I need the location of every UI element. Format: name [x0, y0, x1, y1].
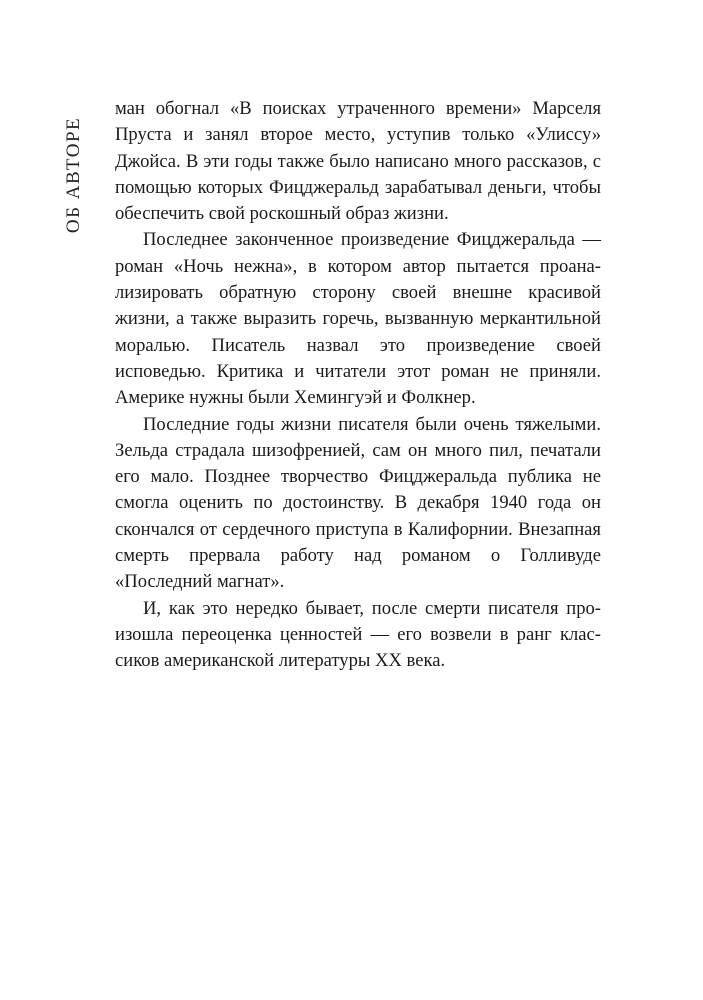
body-text [115, 96, 601, 675]
paragraph: Последние годы жизни писателя были очень тяжелыми. Зельда страдала шизофренией, сам он много пил, печатали его мало. Позднее творчество Фицджеральда публика не смогла оценить по достоинству. В декабря 1940 года он скончался от сердечного приступа в Калифорнии. Внезапная смерть прервала работу над романом о Голливуде «Последний магнат». [115, 413, 601, 593]
running-head-text: ОБ АВТОРЕ [63, 116, 84, 234]
paragraph: Последнее законченное произведение Фицджеральда — роман «Ночь нежна», в котором автор пытается проанализировать обратную сторону своей внешне красивой жизни, а также выразить горечь, вызванную меркантильной моралью. Писатель назвал это произведение своей исповедью. Критика и читатели этот роман не приняли. Америке нужны были Хемингуэй и Фолкнер. [115, 229, 601, 409]
running-head [60, 100, 88, 250]
paragraph: ман обогнал «В поисках утраченного времени» Марселя Пруста и занял второе место, уступив только «Улиссу» Джойса. В эти годы также было написано много рассказов, с помощью которых Фицджеральд зарабатывал деньги, чтобы обеспечить свой роскошный образ жизни. [115, 98, 601, 225]
paragraph: И, как это нередко бывает, после смерти писателя произошла переоценка ценностей — его возвели в ранг классиков американской литературы XX века. [115, 597, 601, 672]
